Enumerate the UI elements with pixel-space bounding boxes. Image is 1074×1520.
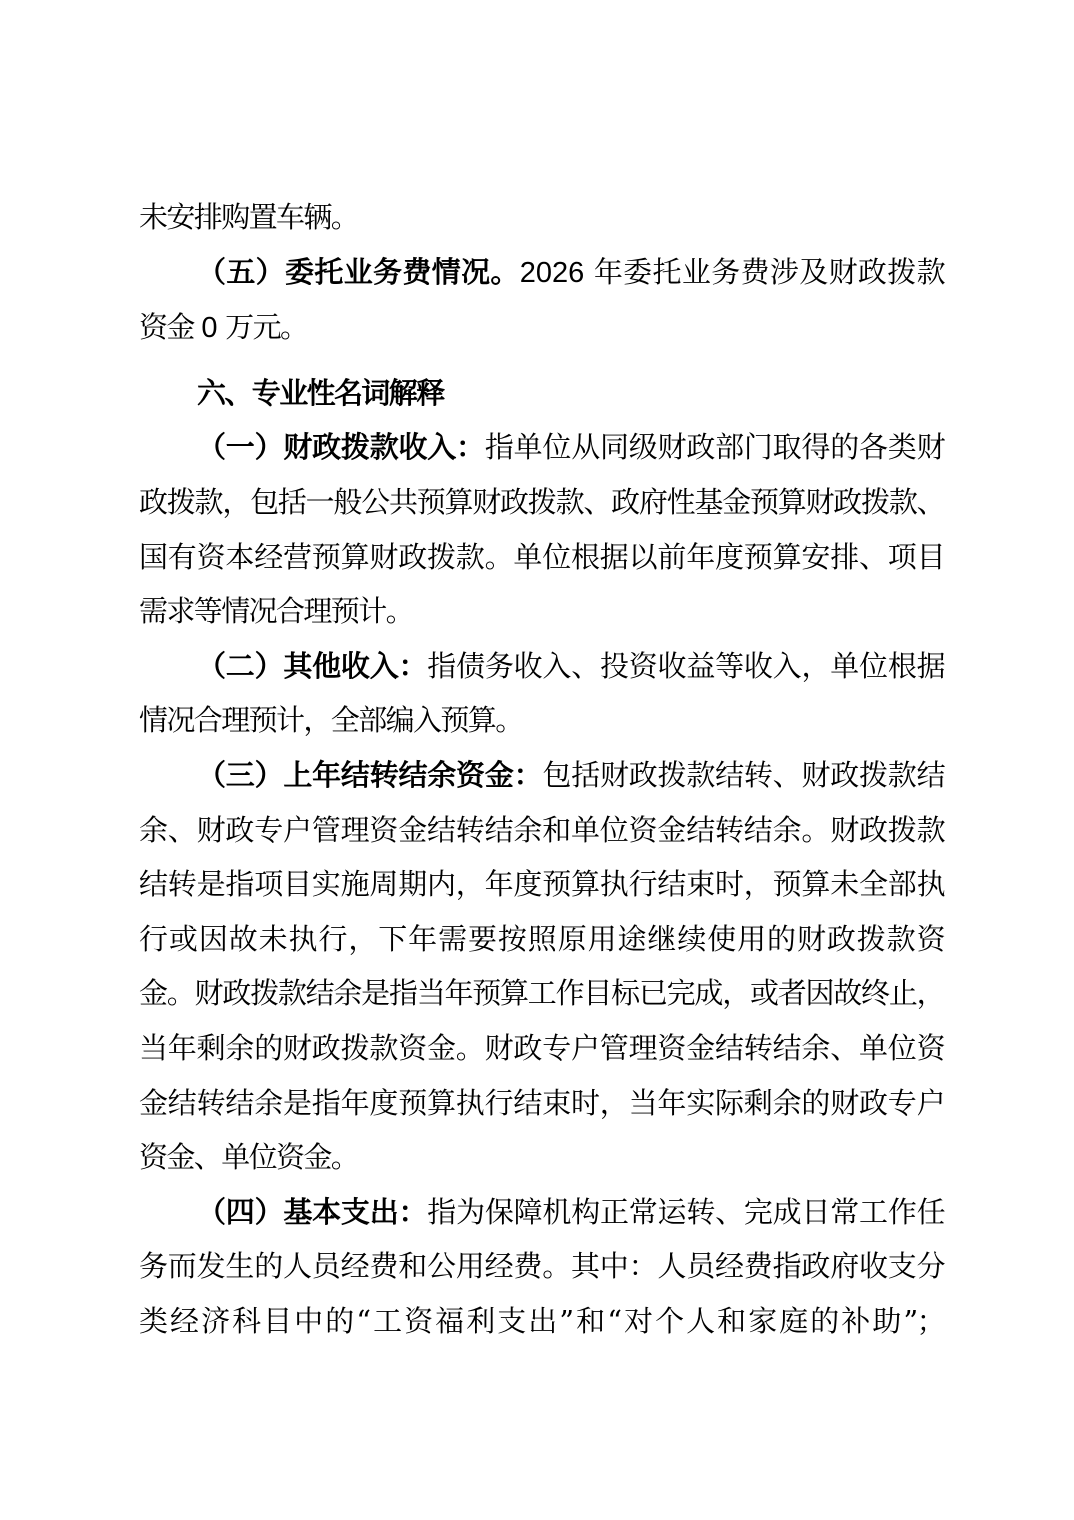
text-segment: 指单位从同级财政部门取得的各类财 — [484, 430, 944, 465]
body-line — [139, 300, 944, 356]
text-segment: 资金 — [139, 310, 202, 345]
body-line — [139, 584, 944, 639]
body-line — [139, 1294, 944, 1349]
body-line — [139, 912, 944, 967]
section-heading — [139, 366, 944, 421]
term-line — [139, 748, 944, 803]
item-line — [139, 245, 944, 301]
text-segment: 余、财政专户管理资金结转结余和单位资金结转结余。财政拨款 — [139, 812, 944, 847]
text-segment: 资金、单位资金。 — [139, 1140, 359, 1175]
text-segment: 结转是指项目实施周期内，年度预算执行结束时，预算未全部执 — [139, 867, 944, 902]
term-line — [139, 1185, 944, 1240]
text-segment: 国有资本经营预算财政拨款。单位根据以前年度预算安排、项目 — [139, 539, 944, 574]
term-label: （四）基本支出： — [197, 1194, 428, 1229]
amount-number: 0 — [201, 312, 218, 345]
text-segment: 类经济科目中的“工资福利支出”和“对个人和家庭的补助”； — [139, 1303, 944, 1338]
year-number: 2026 — [519, 256, 585, 289]
text-segment: 当年剩余的财政拨款资金。财政专户管理资金结转结余、单位资 — [139, 1030, 944, 1065]
text-segment: 政拨款，包括一般公共预算财政拨款、政府性基金预算财政拨款、 — [139, 484, 944, 519]
text-segment: 情况合理预计，全部编入预算。 — [139, 703, 523, 738]
text-segment: 务而发生的人员经费和公用经费。其中：人员经费指政府收支分 — [139, 1249, 944, 1284]
term-label: （二）其他收入： — [197, 648, 428, 683]
body-line — [139, 693, 944, 748]
term-line — [139, 639, 944, 694]
text-segment: 金。财政拨款结余是指当年预算工作目标已完成，或者因故终止， — [139, 976, 944, 1011]
text-segment: 年委托业务费涉及财政拨款 — [584, 254, 944, 289]
text-segment: 指债务收入、投资收益等收入，单位根据 — [427, 648, 945, 683]
body-line — [139, 857, 944, 912]
section-heading-text: 六、专业性名词解释 — [197, 375, 444, 410]
body-line — [139, 1239, 944, 1294]
body-line — [139, 1021, 944, 1076]
body-line — [139, 475, 944, 530]
item-label: （五）委托业务费情况。 — [197, 254, 520, 289]
text-segment: 包括财政拨款结转、财政拨款结 — [542, 757, 944, 792]
text-segment: 万元。 — [217, 310, 308, 345]
term-label: （三）上年结转结余资金： — [197, 757, 543, 792]
body-line — [139, 530, 944, 585]
text-segment: 需求等情况合理预计。 — [139, 594, 414, 629]
text-segment: 行或因故未执行，下年需要按照原用途继续使用的财政拨款资 — [139, 921, 944, 956]
term-label: （一）财政拨款收入： — [197, 430, 485, 465]
body-line — [139, 1076, 944, 1131]
body-line — [139, 1130, 944, 1185]
body-line — [139, 966, 944, 1021]
body-line — [139, 803, 944, 858]
term-line — [139, 420, 944, 475]
text-segment: 指为保障机构正常运转、完成日常工作任 — [427, 1194, 945, 1229]
body-line — [139, 190, 944, 245]
text-segment: 未安排购置车辆。 — [139, 200, 359, 234]
text-segment: 金结转结余是指年度预算执行结束时，当年实际剩余的财政专户 — [139, 1085, 944, 1120]
